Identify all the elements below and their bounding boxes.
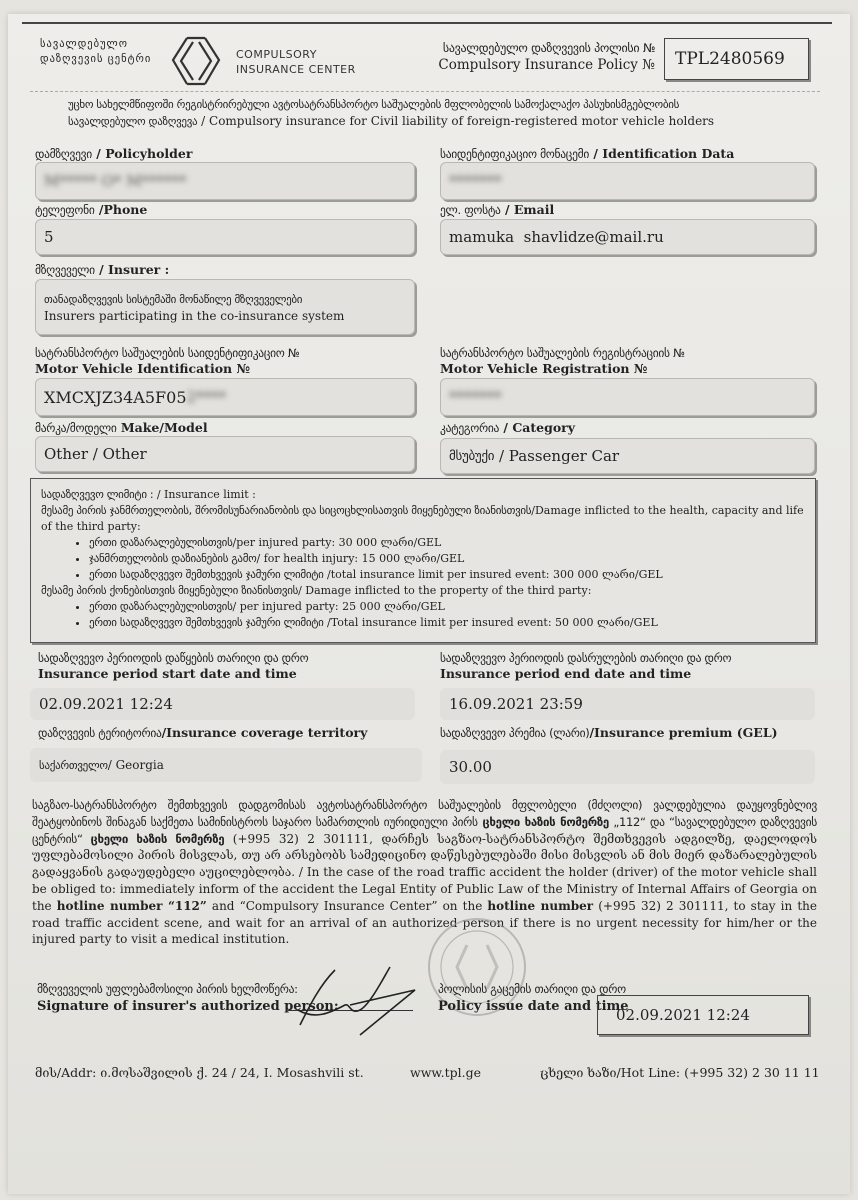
vin-label-ka: სატრანსპორტო საშუალების საიდენტიფიკაციო № [35, 346, 300, 360]
email-label-ka: ელ. ფოსტა [440, 203, 501, 217]
premium-value: 30.00 [449, 758, 492, 776]
label-en: Signature of insurer's authorized person: [37, 999, 339, 1014]
center-name-ka [40, 37, 151, 67]
document-title [68, 97, 828, 130]
ka-hot2: ცხელი ხაზის ნომერზე [90, 831, 225, 846]
registration-label [440, 346, 685, 376]
category-label-ka: კატეგორია [440, 421, 500, 435]
end-field [440, 688, 815, 720]
phone-value: 5 [44, 228, 54, 246]
insurer-label-ka: მზღვეველი [35, 263, 95, 277]
property-limits-list [89, 599, 805, 631]
limit-item [89, 535, 805, 551]
make-label [35, 420, 208, 436]
policy-number-label [380, 40, 655, 74]
center-name-en-1: COMPULSORY [236, 48, 317, 61]
limit-item [89, 615, 805, 631]
en: / for health injury: 15 000 ლარი/GEL [256, 552, 465, 565]
issue-label-en: Policy issue date and time [438, 999, 629, 1014]
policy-label-en: Compulsory Insurance Policy № [438, 57, 655, 73]
category-label-en: / Category [499, 420, 576, 435]
header-divider [30, 91, 820, 92]
ka1: საგზაო-სატრანსპორტო შემთხვევის დადგომისას ავტოსატრანსპორტო საშუალების მფლობელი (მძღოლი) ვალდებულია დაუყოვნებლივ შეატყობინოს შინაგან საქმეთა სამინისტროს საჯარო სამართლის იურიდიული პირს [32, 798, 817, 829]
territory-label-en: /Insurance coverage territory [161, 725, 368, 740]
en: /per injured party: 30 000 ლარი/GEL [232, 536, 442, 549]
vin-label [35, 346, 300, 376]
title-ka: უცხო სახელმწიფოში რეგისტრირებული ავტოსატრანსპორტო საშუალების მფლობელის სამოქალაქო პასუხისმგებლობის [68, 98, 680, 111]
ka3: (+995 32) 2 301111, დარჩეს საგზაო-სატრანსპორტო შემთხვევის ადგილზე, დაელოდოს უფლებამოსილი პირის მისვლას, თუ არ არსებობს სამედიცინო დაწესებულებაში მისი მისვლის ან მის მიერ დაზარალებულის გადაყვანის გადაუდებელი აუცილებლობა. / In the case of the road traffic accident the holder (driver) of the motor vehicle shall be obliged to: immediately inform of the accident the Legal Entity of Public Law of the Ministry of Internal Affairs of Georgia on the [32, 831, 817, 913]
policyholder-value: M***** O* M****** [44, 172, 187, 190]
category-value-ka: მსუბუქი [449, 448, 495, 464]
territory-field [30, 748, 422, 782]
registration-field [440, 378, 815, 416]
vin-hidden: 2**** [186, 388, 227, 406]
ka: ჯანმრთელობის დაზიანების გამო [89, 552, 257, 565]
ka: ერთი დაზარალებულისთვის [89, 536, 233, 549]
category-value-en: / Passenger Car [494, 447, 620, 465]
end-label-ka: სადაზღვევო პერიოდის დასრულების თარიღი და დრო [440, 651, 732, 665]
category-field [440, 438, 815, 474]
identification-value: ******* [449, 172, 502, 190]
vin-label-en: Motor Vehicle Identification № [35, 361, 251, 376]
email-value: mamuka shavlidze@mail.ru [449, 228, 664, 246]
start-label [38, 651, 308, 681]
label-ka: მზღვეველის უფლებამოსილი პირის ხელმოწერა: [37, 982, 298, 996]
insurer-label-en: / Insurer : [94, 262, 170, 277]
en: /Total insurance limit per insured event: 50 000 ლარი/GEL [323, 616, 658, 629]
ka: ერთი სადაზღვევო შემთხვევის ჯამური ლიმიტი [89, 568, 324, 581]
identification-field [440, 162, 815, 200]
footer-website[interactable]: www.tpl.ge [410, 1065, 481, 1080]
email-field [440, 219, 815, 255]
health-ka: მესამე პირის ჯანმრთელობის, შრომისუნარიანობის და სიცოცხლისათვის მიყენებული ზიანისთვის [41, 504, 532, 517]
identification-label [440, 146, 734, 162]
policyholder-label [35, 146, 192, 162]
start-label-ka: სადაზღვევო პერიოდის დაწყების თარიღი და დრო [38, 651, 309, 665]
en3: (+995 32) 2 301111, to stay in the road traffic accident scene, and wait for an arrival of an authorized person if there is no urgent necessity for him/her or the injured party to visit a medical institution. [32, 898, 818, 947]
insurer-value-en: Insurers participating in the co-insurance system [44, 309, 345, 323]
start-field [30, 688, 415, 720]
en: /total insurance limit per insured event: 300 000 ლარი/GEL [323, 568, 663, 581]
ka2: „112“ და “სავალდებულო დაზღვევის ცენტრის“ [32, 814, 817, 846]
center-name-en [236, 47, 356, 77]
id-label-ka: საიდენტიფიკაციო მონაცემი [440, 147, 589, 161]
registration-value: ******* [449, 388, 502, 406]
en: / per injured party: 25 000 ლარი/GEL [232, 600, 445, 613]
insurer-value-ka: თანადაზღვევის სისტემაში მონაწილე მზღვეველები [44, 293, 303, 306]
email-label-en: / Email [500, 202, 555, 217]
end-value: 16.09.2021 23:59 [449, 695, 583, 713]
territory-value-ka: საქართველო [39, 758, 108, 772]
phone-label-en: /Phone [94, 202, 148, 217]
vin-field [35, 378, 415, 416]
territory-value-en: / Georgia [107, 758, 164, 772]
en-hot2: hotline number [487, 898, 594, 913]
signature-icon [290, 965, 420, 1045]
title-en: / Insurance limit : [153, 488, 256, 501]
make-label-en: Make/Model [116, 420, 208, 435]
make-label-ka: მარკა/მოდელი [35, 421, 117, 435]
issue-date-value: 02.09.2021 12:24 [597, 995, 809, 1035]
title-ka-2: სავალდებულო დაზღვევა [68, 115, 198, 128]
policyholder-field [35, 162, 415, 200]
center-name-ka-1: სავალდებულო [40, 38, 128, 50]
center-name-ka-2: დაზღვევის ცენტრი [40, 53, 152, 65]
center-name-en-2: INSURANCE CENTER [236, 63, 356, 76]
en-hot1: hotline number “112” [56, 898, 207, 913]
premium-label-ka: სადაზღვევო პრემია (ლარი) [440, 726, 590, 740]
end-label-en: Insurance period end date and time [440, 666, 692, 681]
policy-label-ka: სავალდებულო დაზღვევის პოლისი № [442, 41, 655, 55]
premium-field [440, 750, 815, 784]
limit-item [89, 551, 805, 567]
premium-label-en: /Insurance premium (GEL) [589, 725, 778, 740]
phone-label [35, 202, 147, 218]
insurer-label [35, 262, 169, 278]
footer-hotline: ცხელი ხაზი/Hot Line: (+995 32) 2 30 11 11 [540, 1065, 820, 1080]
premium-label [440, 725, 778, 741]
territory-label [38, 725, 367, 741]
territory-label-ka: დაზღვევის ტერიტორია [38, 726, 162, 740]
end-label [440, 651, 731, 681]
en2: and “Compulsory Insurance Center” on the [206, 898, 488, 913]
top-rule [22, 22, 832, 24]
category-label [440, 420, 575, 436]
property-en: / Damage inflicted to the property of the third party: [298, 584, 592, 597]
logo-icon [165, 36, 227, 86]
issue-label-ka: პოლისის გაცემის თარიღი და დრო [438, 982, 626, 996]
start-value: 02.09.2021 12:24 [39, 695, 173, 713]
ka: ერთი დაზარალებულისთვის [89, 600, 233, 613]
policyholder-label-ka: დამზღვევი [35, 147, 92, 161]
ka-hot1: ცხელი ხაზის ნომერზე [482, 814, 609, 829]
title-en: / Compulsory insurance for Civil liability of foreign-registered motor vehicle holders [197, 114, 715, 128]
policy-number: TPL2480569 [664, 38, 809, 80]
make-field [35, 436, 415, 472]
title-ka: სადაზღვევო ლიმიტი : [41, 488, 154, 501]
policyholder-label-en: / Policyholder [91, 146, 193, 161]
property-ka: მესამე პირის ქონებისთვის მიყენებული ზიანისთვის [41, 584, 299, 597]
footer-address: მის/Addr: ი.მოსაშვილის ქ. 24 / 24, I. Mosashvili st. [35, 1065, 364, 1080]
phone-field [35, 219, 415, 255]
reg-label-ka: სატრანსპორტო საშუალების რეგისტრაციის № [440, 346, 685, 360]
insurance-limits [30, 478, 816, 643]
email-label [440, 202, 554, 218]
start-label-en: Insurance period start date and time [38, 666, 297, 681]
insurer-field [35, 279, 415, 335]
health-limits-list [89, 535, 805, 583]
id-label-en: / Identification Data [588, 146, 735, 161]
ka: ერთი სადაზღვევო შემთხვევის ჯამური ლიმიტი [89, 616, 324, 629]
limit-item [89, 567, 805, 583]
reg-label-en: Motor Vehicle Registration № [440, 361, 648, 376]
vin-value: XMCXJZ34A5F05 [44, 387, 187, 407]
phone-label-ka: ტელეფონი [35, 203, 95, 217]
limit-item [89, 599, 805, 615]
health-en: /Damage inflicted to the health, capacity and life of the third party: [41, 504, 804, 533]
make-value: Other / Other [44, 445, 147, 463]
